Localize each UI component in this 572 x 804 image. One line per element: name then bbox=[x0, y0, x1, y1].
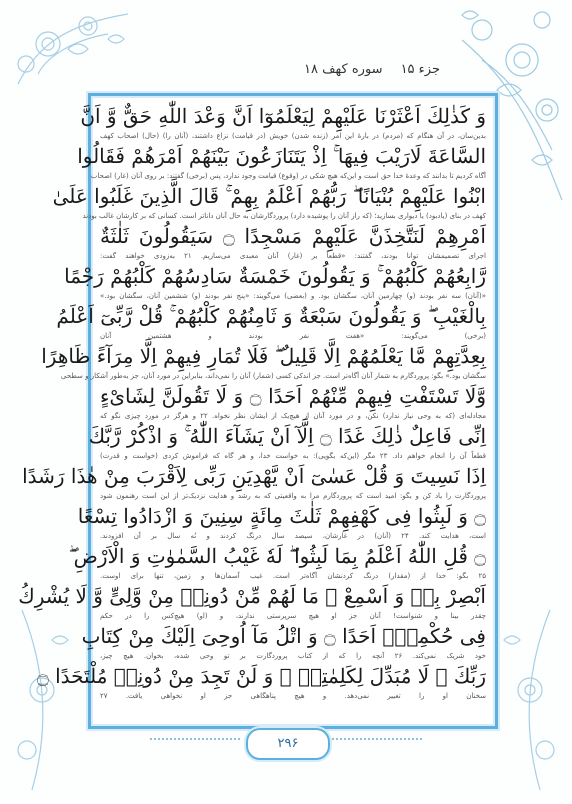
verse-line: رَّابِعُهُمْ كَلْبُهُمْ ۚ وَ يَقُولُونَ خَمْسَةٌ سَادِسُهُمْ كَلْبُهُمْ رَجْمًا bbox=[64, 264, 486, 288]
floral-ornament-bottom-left-icon bbox=[2, 600, 92, 800]
translation-line: چقدر بینا و شنواست! آنان جز او هیچ سرپرستی ندارند، و (او) هیچ‌کس را در حکم bbox=[100, 612, 486, 620]
translation-line: «(آنان) سه نفر بودند (و) چهارمین آنان، سگشان بود. و (بعضی) می‌گویند: «پنج نفر بودند (و) ششمین آنان، سگشان بود.» bbox=[100, 292, 486, 300]
translation-line: آگاه کردیم تا بدانند که وعدۀ خدا حق است و این‌که هیچ شکی در (وقوع) قیامت وجود ندارد، پس (برخی) گفتند: بر روی آنان (غار) اصحاب bbox=[90, 172, 486, 180]
verse-line: اَمْرِهِمْ لَنَتَّخِذَنَّ عَلَيْهِمْ مَسْجِدًا ۝ سَيَقُولُونَ ثَلٰثَةٌ bbox=[100, 224, 486, 248]
verse-line: اَبْصِرْ بِهٖ وَ اَسْمِعْ ۚ مَا لَهُمْ مِّنْ دُونِهٖ مِنْ وَّلِىٍّ وَّ لَا يُشْرِكُ bbox=[18, 584, 486, 608]
verse-line: وَ كَذٰلِكَ اَعْثَرْنَا عَلَيْهِمْ لِيَعْلَمُوٓا اَنَّ وَعْدَ اللّٰهِ حَقٌّ وَّ اَنَّ bbox=[80, 104, 486, 128]
verse-line: اِنِّى فَاعِلٌ ذٰلِكَ غَدًا ۝ اِلَّآ اَنْ يَشَآءَ اللّٰهُ ۚ وَ اذْكُرْ رَّبَّكَ bbox=[88, 424, 486, 448]
translation-line: پروردگارت را یاد کن و بگو: امید است که پروردگارم مرا به واقعیتی که به رشد و هدایت نزدیک‌تر از این است رهنمون شود bbox=[100, 492, 486, 500]
footer-ornament-right bbox=[332, 738, 422, 746]
translation-line: مجادله‌ای (که به وحی نیاز ندارد) نکن، و در مورد آنان از هیچ‌یک از ایشان نظر نخواه. ۲۲ و هرگز در مورد چیزی نگو که bbox=[100, 412, 486, 420]
translation-line: اجرای تصمیمشان توانا بودند، گفتند: «قطعاً بر (غار) آنان معبدی می‌سازیم. ۲۱ به‌زودی خواهند گفت: bbox=[100, 252, 486, 260]
translation-line: سخنان او را تغییر نمی‌دهد. و هیچ پناهگاهی جز او نخواهی یافت. ۲۷ bbox=[100, 692, 486, 700]
verse-line: بِعِدَّتِهِمْ مَّا يَعْلَمُهُمْ اِلَّا قَلِيلٌ ۖ فَلَا تُمَارِ فِيهِمْ اِلَّا مِرَآءً ظَاهِرًا bbox=[41, 344, 486, 368]
translation-line: قطعاً آن را انجام خواهم داد. ۲۳ مگر (این‌که بگویی): به خواست خدا، و هر گاه که فراموش کردی (خواست و قدرت) bbox=[100, 452, 486, 460]
verse-line: فِى حُكْمِهٖٓ اَحَدًا ۝ وَ اتْلُ مَآ اُوحِىَ اِلَيْكَ مِنْ كِتَابِ bbox=[81, 624, 486, 648]
translation-line: (برخی) می‌گویند: «هفت نفر بودند و هشتمین آنان bbox=[100, 332, 486, 340]
verse-line: اِذَا نَسِيتَ وَ قُلْ عَسٰىٓ اَنْ يَّهْدِيَنِ رَبِّى لِاَقْرَبَ مِنْ هٰذَا رَشَدًا bbox=[22, 464, 486, 488]
verse-line: ۝ قُلِ اللّٰهُ اَعْلَمُ بِمَا لَبِثُوا ۖ لَهٗ غَيْبُ السَّمٰوٰتِ وَ الْاَرْضِ ۖ bbox=[68, 544, 486, 568]
verse-line: ابْنُوا عَلَيْهِمْ بُنْيَانًا ۖ رَبُّهُمْ اَعْلَمُ بِهِمْ ۚ قَالَ الَّذِينَ غَلَبُوا عَلَىٰ bbox=[52, 184, 486, 208]
juz-label: جزء ۱۵ bbox=[400, 62, 440, 77]
translation-line: ۲۵ بگو: خدا از (مقدار) درنگ کردنشان آگاه‌تر است. غیب آسمان‌ها و زمین، تنها برای اوست. bbox=[100, 572, 486, 580]
verse-line: السَّاعَةَ لَارَيْبَ فِيهَا ۚ اِذْ يَتَنَازَعُونَ بَيْنَهُمْ اَمْرَهُمْ فَقَالُوا bbox=[77, 144, 486, 168]
translation-line: کهف در بنای (یادبود) یا دیواری بسازید؛ (که راز آنان را پوشیده دارد) پروردگارشان به حال آنان داناتر است. کسانی که بر کارشان غالب بودند bbox=[82, 212, 486, 220]
translation-line: سگشان بود.» بگو: پروردگارم به شمار آنان آگاه‌تر است. جز اندکی کسی (شمار) آنان را نمی‌داند، بنابراین در مورد آنان، جز به‌طور آشکار و سطحی bbox=[60, 372, 486, 380]
verse-line: رَبِّكَ ۖ لَا مُبَدِّلَ لِكَلِمٰتِهٖ ۚ وَ لَنْ تَجِدَ مِنْ دُونِهٖ مُلْتَحَدًا ۝ bbox=[37, 664, 486, 688]
surah-label: سوره کهف ۱۸ bbox=[303, 62, 383, 77]
text-frame bbox=[18, 93, 498, 729]
page-header bbox=[150, 62, 440, 82]
footer-ornament-left bbox=[150, 738, 240, 746]
translation-line: بدین‌سان، در آن هنگام که (مردم) در بارۀ این امر (زنده شدن) خویش (در قیامت) نزاع داشتند، (آنان را) (حال) اصحاب کهف bbox=[100, 132, 486, 140]
verse-container bbox=[18, 102, 486, 720]
floral-ornament-top-left-icon bbox=[8, 4, 158, 94]
translation-line: خود شریک نمی‌کند. ۲۶ آنچه را که از کتاب پروردگارت بر تو وحی شده، بخوان. هیچ چیز، bbox=[100, 652, 486, 660]
verse-line: ۝ وَ لَبِثُوا فِى كَهْفِهِمْ ثَلٰثَ مِائَةٍ سِنِينَ وَ ازْدَادُوا تِسْعًا bbox=[77, 504, 486, 528]
verse-line: وَّلَا تَسْتَفْتِ فِيهِمْ مِّنْهُمْ اَحَدًا ۝ وَ لَا تَقُولَنَّ لِشَاىْءٍ bbox=[100, 384, 486, 408]
translation-line: است، هدایت کند. ۲۴ (آنان) در غارشان، سیصد سال درنگ کردند و نُه سال بر آن افزودند. bbox=[100, 532, 486, 540]
verse-line: بِالْغَيْبِ ۖ وَ يَقُولُونَ سَبْعَةٌ وَ ثَامِنُهُمْ كَلْبُهُمْ ۚ قُلْ رَّبِّىٓ اَعْلَمُ bbox=[56, 304, 486, 328]
page-number: ۲۹۶ bbox=[246, 728, 330, 760]
